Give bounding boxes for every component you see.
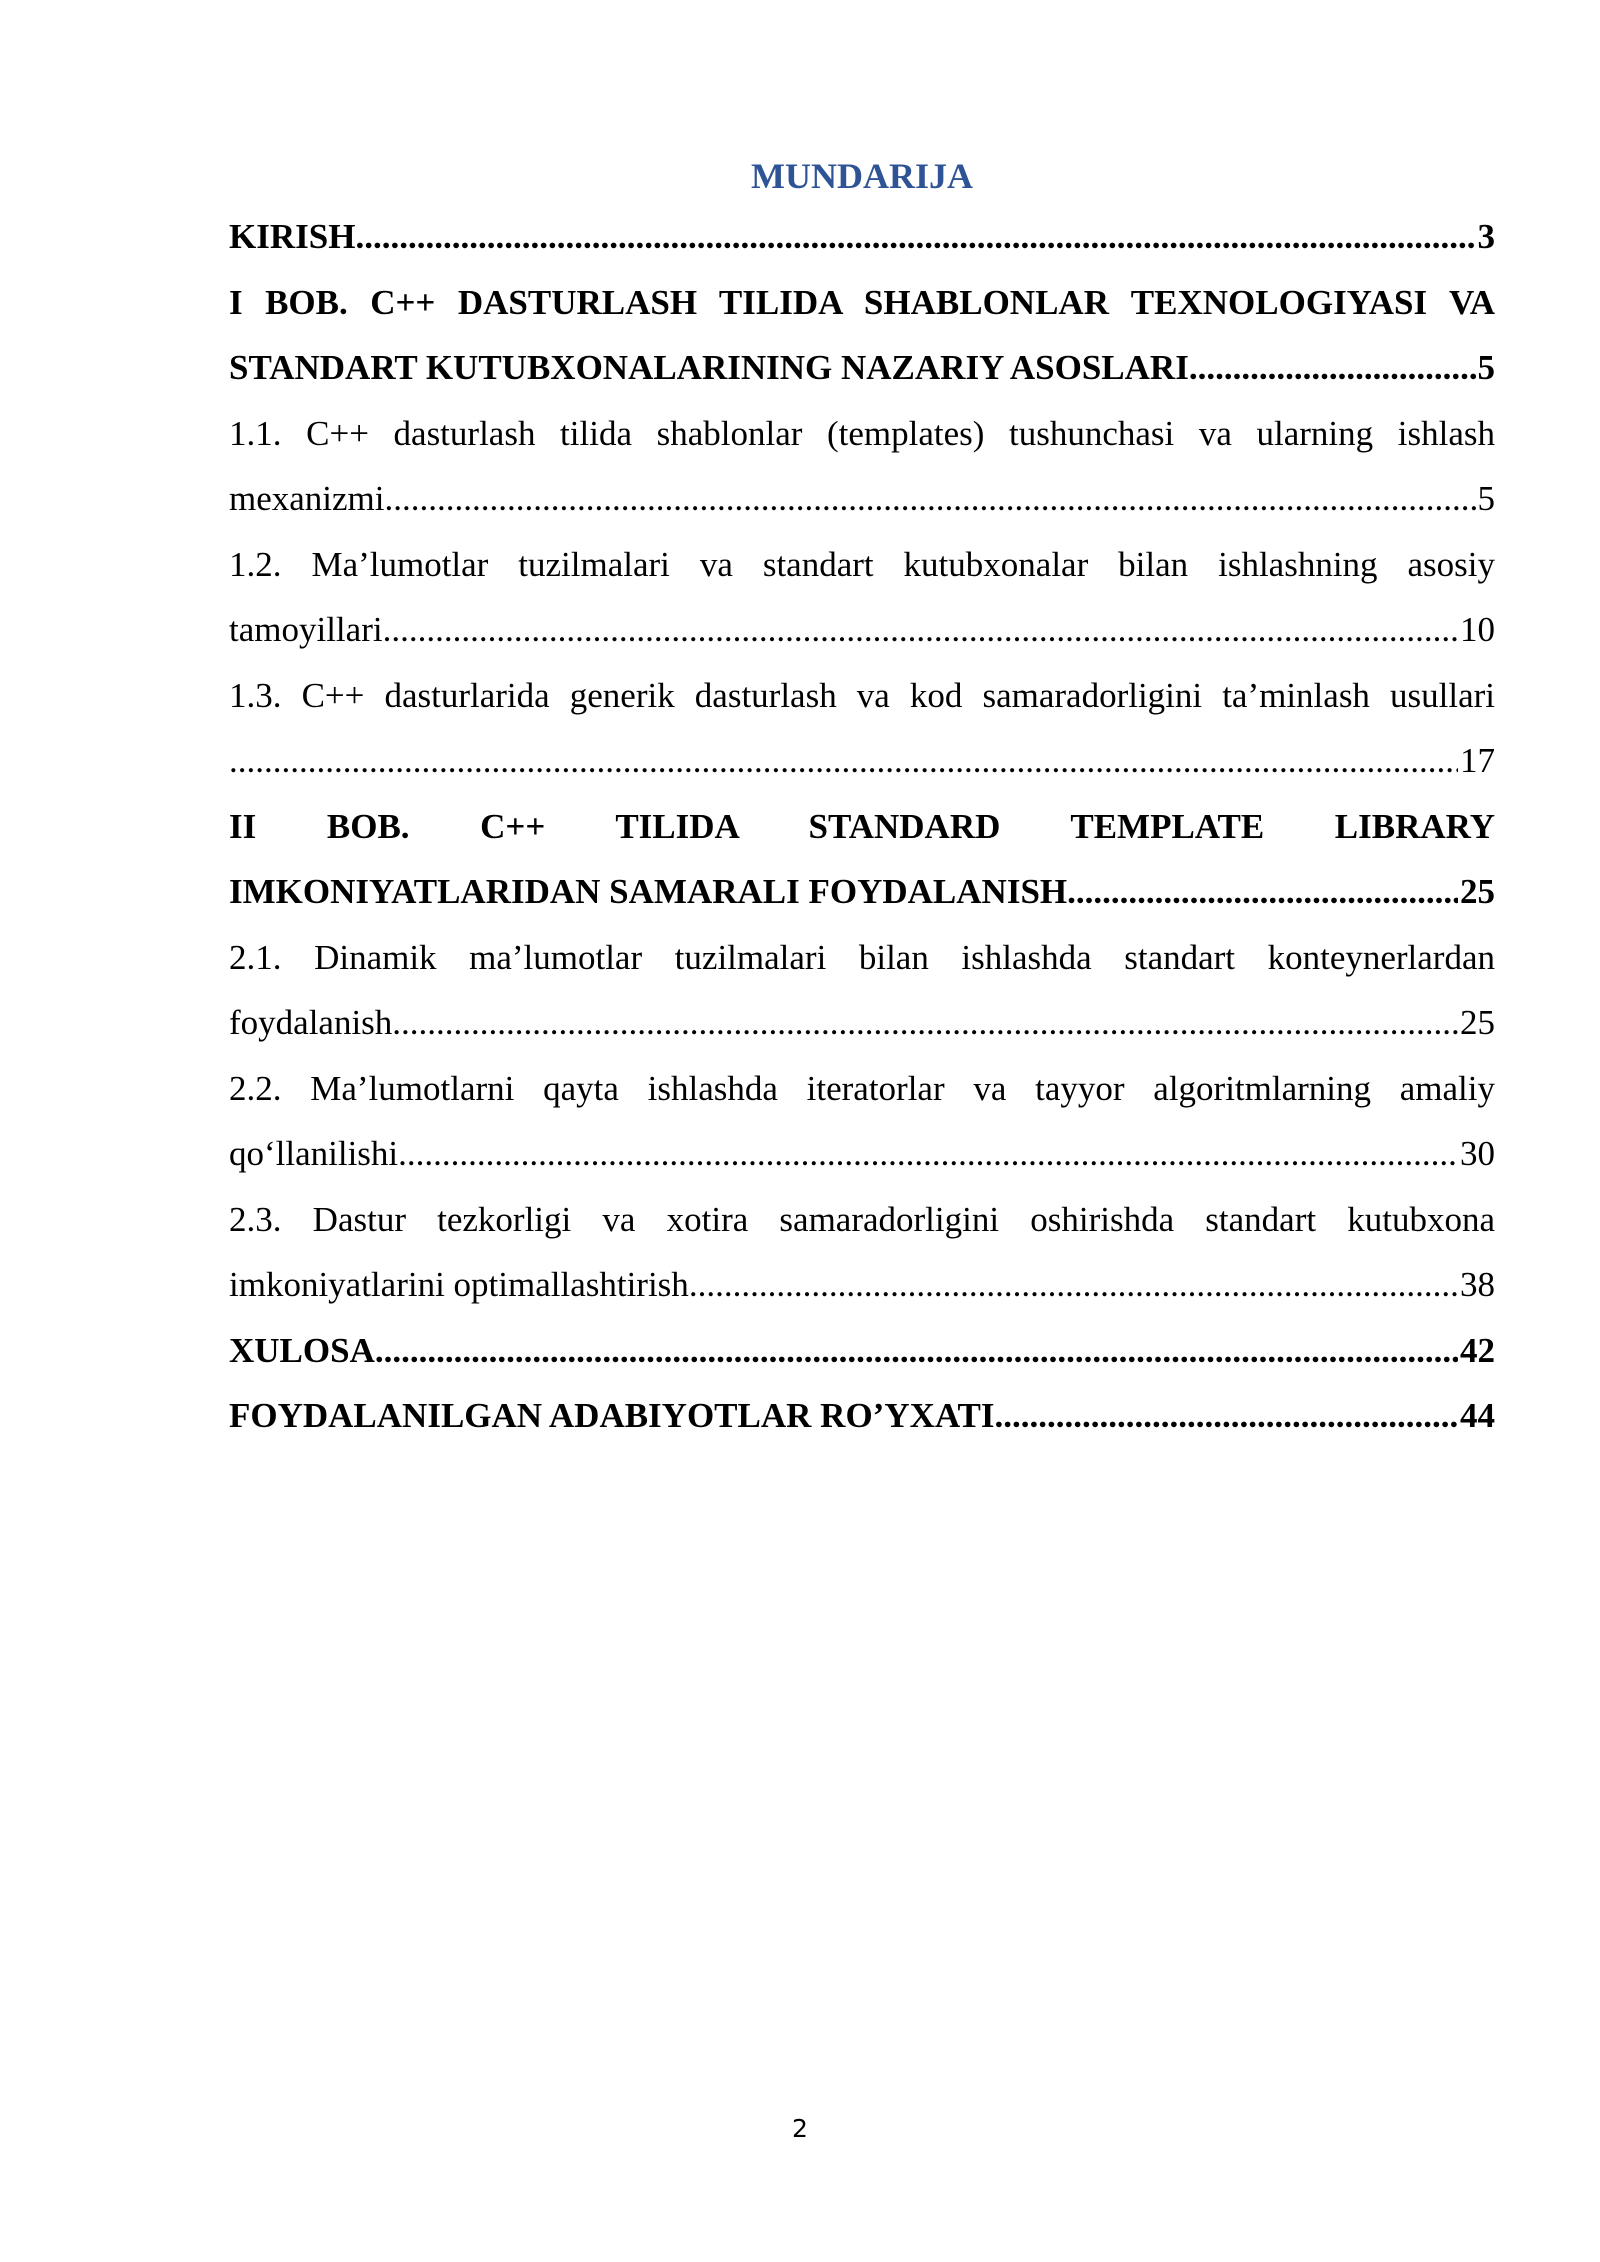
toc-entry-heading: I BOB. C++ DASTURLASH TILIDA SHABLONLAR TEXNOLOGIYASI VA	[229, 282, 1495, 322]
dot-leader	[375, 1318, 1458, 1384]
toc-entry-heading: 2.3. Dastur tezkorligi va xotira samaradorligini oshirishda standart kutubxona	[229, 1199, 1495, 1239]
document-page	[229, 150, 1495, 1449]
dot-leader	[689, 1252, 1458, 1318]
toc-entry-page: 25	[1460, 872, 1495, 911]
toc-entry-page: 17	[1460, 741, 1495, 780]
toc-entry-title: IMKONIYATLARIDAN SAMARALI FOYDALANISH	[229, 872, 1068, 911]
toc-entry-heading: 1.2. Ma’lumotlar tuzilmalari va standart kutubxonalar bilan ishlashning asosiy	[229, 544, 1495, 584]
toc-entry-title: qo‘llanilishi	[229, 1134, 399, 1173]
toc-entry-xulosa[interactable]	[229, 1318, 1495, 1384]
toc-title: MUNDARIJA	[751, 156, 973, 196]
toc-entry-section-1-3[interactable]	[229, 663, 1495, 794]
toc-entry-section-2-3[interactable]	[229, 1187, 1495, 1318]
toc-entry-section-1-2[interactable]	[229, 532, 1495, 663]
dot-leader	[398, 1121, 1458, 1187]
toc-entry-page: 5	[1477, 479, 1495, 518]
toc-entry-page: 38	[1460, 1265, 1495, 1304]
page-number: 2	[792, 2114, 808, 2143]
toc-entry-title: KIRISH	[229, 217, 356, 256]
dot-leader	[995, 1383, 1458, 1449]
toc-entry-heading: 2.1. Dinamik ma’lumotlar tuzilmalari bilan ishlashda standart konteynerlardan	[229, 937, 1495, 977]
dot-leader	[1067, 859, 1458, 925]
toc-entry-page: 44	[1460, 1396, 1495, 1435]
toc-entry-title: mexanizmi	[229, 479, 385, 518]
toc-entry-chapter-1[interactable]	[229, 270, 1495, 401]
toc-entry-references[interactable]	[229, 1383, 1495, 1449]
toc-entry-page: 30	[1460, 1134, 1495, 1173]
toc-entry-title: foydalanish	[229, 1003, 393, 1042]
dot-leader	[1189, 335, 1476, 401]
toc-entry-page: 3	[1477, 217, 1495, 256]
toc-entry-title: FOYDALANILGAN ADABIYOTLAR RO’YXATI	[229, 1396, 995, 1435]
toc-entry-chapter-2[interactable]	[229, 794, 1495, 925]
toc-entry-heading: II BOB. C++ TILIDA STANDARD TEMPLATE LIBRARY	[229, 806, 1495, 846]
dot-leader	[385, 466, 1476, 532]
toc-entry-heading: 1.1. C++ dasturlash tilida shablonlar (templates) tushunchasi va ularning ishlash	[229, 413, 1495, 453]
toc-entry-page: 5	[1477, 348, 1495, 387]
toc-list	[229, 204, 1495, 1449]
toc-entry-heading: 1.3. C++ dasturlarida generik dasturlash va kod samaradorligini ta’minlash usullari	[229, 675, 1495, 715]
toc-entry-section-2-2[interactable]	[229, 1056, 1495, 1187]
toc-entry-title: XULOSA	[229, 1330, 375, 1370]
toc-entry-title: STANDART KUTUBXONALARINING NAZARIY ASOSLARI	[229, 348, 1189, 387]
toc-entry-page: 10	[1460, 610, 1495, 649]
dot-leader	[229, 728, 1458, 794]
toc-entry-title: tamoyillari	[229, 610, 383, 649]
toc-entry-section-2-1[interactable]	[229, 925, 1495, 1056]
toc-entry-kirish[interactable]	[229, 204, 1495, 270]
toc-entry-page: 42	[1460, 1330, 1495, 1370]
dot-leader	[355, 204, 1475, 270]
dot-leader	[383, 597, 1458, 663]
toc-entry-title: imkoniyatlarini optimallashtirish	[229, 1265, 689, 1304]
toc-entry-heading: 2.2. Ma’lumotlarni qayta ishlashda iteratorlar va tayyor algoritmlarning amaliy	[229, 1068, 1495, 1108]
dot-leader	[392, 990, 1458, 1056]
toc-entry-page: 25	[1460, 1003, 1495, 1042]
toc-entry-section-1-1[interactable]	[229, 401, 1495, 532]
